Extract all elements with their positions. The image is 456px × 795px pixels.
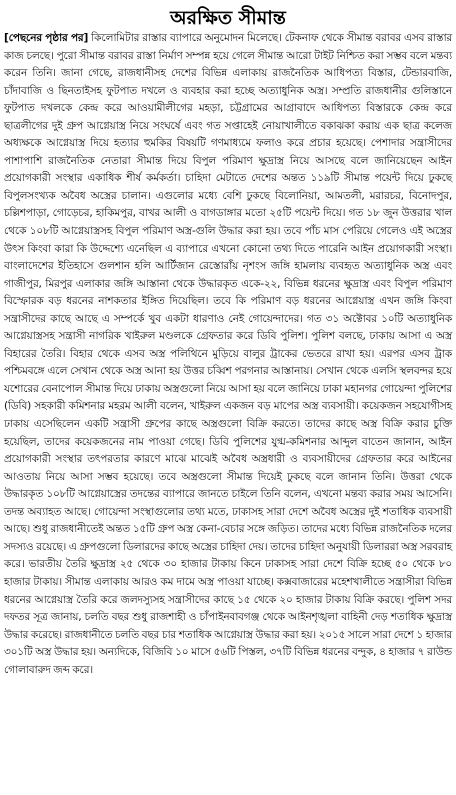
continued-from-label: [পেছনের পৃষ্ঠার পর] [4,32,89,44]
article-body-text: কিলোমিটার রাস্তার ব্যাপারে অনুমোদন মিলেছে। টেকনাফ থেকে সীমান্ত বরাবর এসব রাস্তার কাজ চলছে। পুরো সীমান্ত বরাবর রাস্তা নির্মাণ সম্পন্ন হয়ে গেলে সীমান্ত আরো টাইট নিশ্চিত করা সম্ভব বলে মন্তব্য করেন তিনি। জানা গেছে, রাজধানীসহ দেশের বিভিন্ন এলাকায় রাজনৈতিক আধিপত্য বিস্তার, টেন্ডারবাজি, চাঁদাবাজি ও ছিনতাইসহ ফুটপাত দখলে ও ব্যবহার করা হচ্ছে অত্যাধুনিক অস্ত্র। সম্প্রতি রাজধানীর গুলিস্তানে ফুটপাত দখলকে কেন্দ্র করে আওয়ামীলীগের মহড়া, চট্টগ্রামের আগ্রাবাদে আধিপত্য বিস্তারকে কেন্দ্র করে ছাত্রলীগের দুই গ্রুপ আগ্নেয়াস্ত্র নিয়ে সংঘর্ষে এবং গত সপ্তাহেই নোয়াখালীতে বকাঝকা করায় এক ছাত্র কলেজ অধ্যক্ষকে আগ্নেয়াস্ত্র দিয়ে হত্যার হুমকির বিষয়টি গণমাধ্যমে ফলাও করে প্রচার হয়েছে। পেশাদার সন্ত্রাসীদের পাশাপাশি রাজনৈতিক নেতারা সীমান্ত দিয়ে বিপুল পরিমাণ ক্ষুদ্রাস্ত্র নিয়ে আসছে বলে জানিয়েছেন আইন প্রয়োগকারী সংস্থার একাধিক শীর্ষ কর্মকর্তা। চাহিদা মেটাতে দেশের অন্তত ১১৯টি সীমান্ত পয়েন্ট দিয়ে ঢুকছে বিপুলসংখ্যক অবৈধ অস্ত্রের চালান। এগুলোর মধ্যে বেশি ঢুকছে বিলোনিয়া, আমতলী, মরারচর, বিনোদপুর, চল্লিশপাড়া, গোড়েচর, হাকিমপুর, বাখর আলী ও বাগডাঙ্গার মতো ২৫টি পয়েন্ট দিয়ে। গত ১৮ জুন উত্তরার খাল থেকে ১০৮টি আগ্নেয়াস্ত্রসহ বিপুল পরিমাণ অস্ত্র-গুলি উদ্ধার করা হয়। তবে পাঁচ মাস পেরিয়ে গেলেও এই অস্ত্রের উৎস কিংবা কারা কি উদ্দেশ্যে এনেছিল এ ব্যাপারে এখনো কোনো তথ্য দিতে পারেনি আইন প্রয়োগকারী সংস্থা। বাংলাদেশের ইতিহাসে গুলশান হলি আর্টিজান রেস্তোরাঁয় নৃশংস জঙ্গি হামলায় ব্যবহৃত অত্যাধুনিক অস্ত্র এবং গাজীপুর, মিরপুর এলাকার জঙ্গি আস্তানা থেকে উদ্ধারকৃত একে-২২, বিভিন্ন ধরনের ক্ষুদ্রাস্ত্র এবং বিপুল পরিমাণ বিস্ফোরক বড় ধরনের নাশকতার ইঙ্গিত দিয়েছিল। তবে কি পরিমাণ বড় ধরনের আগ্নেয়াস্ত্র এখন জঙ্গি কিংবা সন্ত্রাসীদের কাছে আছে এ সম্পর্কে খুব একটা ধারণাও নেই গোয়েন্দাদের। গত ৩১ অক্টোবর ১০টি অত্যাধুনিক আগ্নেয়াস্ত্রসহ সন্ত্রাসী নাগরিক খাইরুল মণ্ডলকে গ্রেফতার করে ডিবি পুলিশ। পুলিশ বলছে, ঢাকায় আসা এ অস্ত্র বিহারের তৈরি। বিহার থেকে এসব অস্ত্র পলিথিনে মুড়িয়ে বালুর ট্রাকের ভেতরে রাখা হয়। এরপর এসব ট্রাক পশ্চিমবঙ্গে এলে সেখান থেকে অস্ত্র আনা হয় উত্তর চব্বিশ পরগনার আস্তানায়। সেখান থেকে এলসি স্থলবন্দর হয়ে যশোরের বেনাপোল সীমান্ত দিয়ে ঢাকায় অস্ত্রগুলো নিয়ে আসা হয় বলে জানিয়ে ঢাকা মহানগর গোয়েন্দা পুলিশের (ডিবি) সহকারী কমিশনার মহরম আলী বলেন, খাইরুল একজন বড় মাপের অস্ত্র ব্যবসায়ী। কয়েকজন সহযোগীসহ ঢাকায় এসেছিলেন একটি সন্ত্রাসী গ্রুপের কাছে অস্ত্রগুলো বিক্রি করতে। তাদের কাছে অস্ত্র বিক্রি করার চুক্তি হয়েছিল, তাদের কয়েকজনের নাম পাওয়া গেছে। ডিবি পুলিশের যুগ্ম-কমিশনার আব্দুল বাতেন জানান, আইন প্রয়োগকারী সংস্থার তৎপরতার কারণে মাঝে মাঝেই অবৈধ অস্ত্রধারী ও ব্যবসায়ীদের গ্রেফতার করে আইনের আওতায় নিয়ে আসা সম্ভব হয়েছে। তবে অস্ত্রগুলো সীমান্ত দিয়েই ঢুকছে বলে জানান তিনি। উত্তরা থেকে উদ্ধারকৃত ১০৮টি আগ্নেয়াস্ত্রের তদন্তের ব্যাপারে জানতে চাইলে তিনি বলেন, এখনো মন্তব্য করার সময় আসেনি। তদন্ত অব্যাহত আছে। গোয়েন্দা সংস্থাগুলোর তথ্য মতে, ঢাকাসহ সারা দেশে অবৈধ অস্ত্রের দুই শতাধিক ব্যবসায়ী আছে। শুধু রাজধানীতেই অন্তত ১৫টি গ্রুপ অস্ত্র কেনা-বেচার সঙ্গে জড়িত। তাদের মধ্যে বিভিন্ন রাজনৈতিক দলের সদস্যও রয়েছে। এ গ্রুপগুলো ডিলারদের কাছে অস্ত্রের চাহিদা দেয়। তাদের চাহিদা অনুযায়ী ডিলাররা অস্ত্র সরবরাহ করে। ভারতীয় তৈরি ক্ষুদ্রাস্ত্র ২৫ থেকে ৩০ হাজার টাকায় কিনে ঢাকাসহ সারা দেশে বিক্রি হচ্ছে ৫০ থেকে ৮০ হাজার টাকায়। সীমান্ত এলাকায় আরও কম দামে অস্ত্র পাওয়া যাচ্ছে। কক্সবাজারের মহেশখালীতে সন্ত্রাসীরা বিভিন্ন ধরনের আগ্নেয়াস্ত্র তৈরি করে জলদস্যুসহ সন্ত্রাসীদের কাছে ১৫ থেকে ২০ হাজার টাকায় বিক্রি করছে। পুলিশ সদর দফতর সূত্র জানায়, চলতি বছর শুধু রাজশাহী ও চাঁপাইনবাবগঞ্জ থেকে আইনশৃঙ্খলা বাহিনী দেড় শতাধিক ক্ষুদ্রাস্ত্র উদ্ধার করেছে। রাজধানীতে চলতি বছর চার শতাধিক আগ্নেয়াস্ত্র উদ্ধার করা হয়। ২০১৫ সালে সারা দেশে ১ হাজার ৩০১টি অস্ত্র উদ্ধার হয়। অন্যদিকে, বিজিবি ১০ মাসে ৫৬টি পিস্তল, ৩৭টি বিভিন্ন ধরনের বন্দুক, ৪ হাজার ৭ রাউন্ড গোলাবারুদ জব্দ করে। [4,32,452,676]
article-body [4,30,452,679]
article-headline: অরক্ষিত সীমান্ত [170,7,286,29]
